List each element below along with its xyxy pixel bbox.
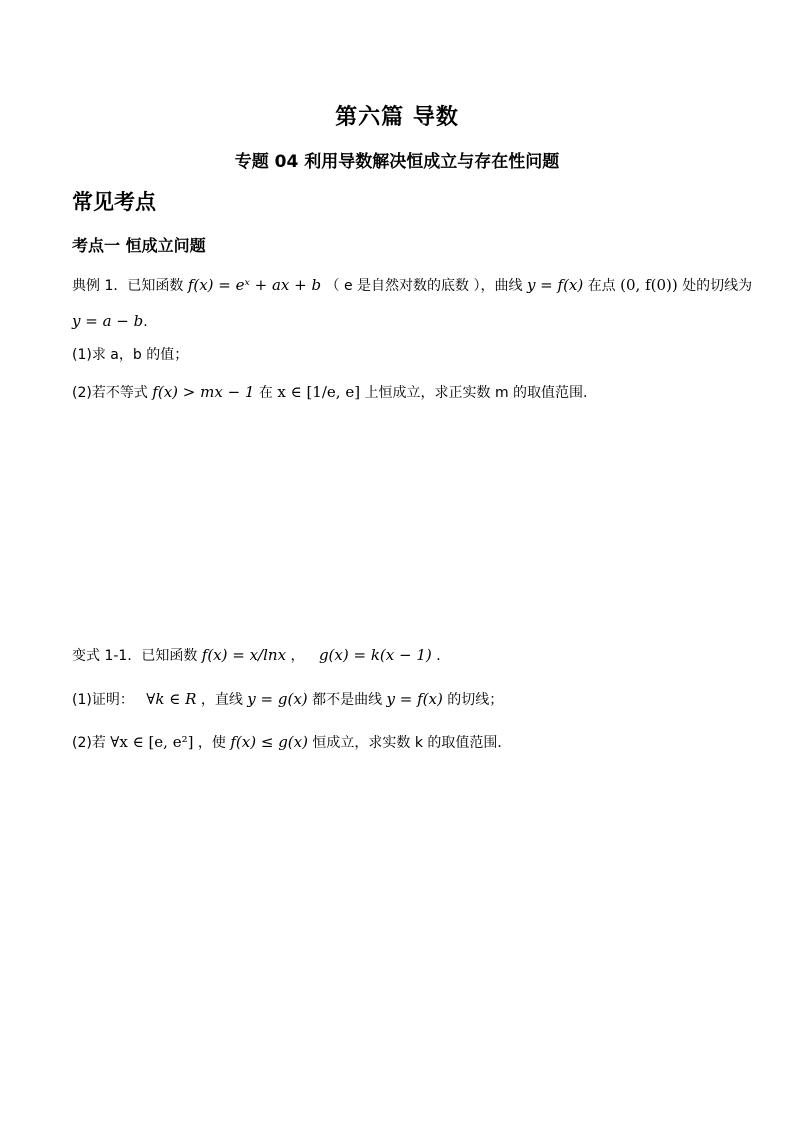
example1-tangent-text: 处的切线为	[682, 278, 753, 294]
page-title: 第六篇 导数	[335, 105, 459, 130]
variant1-q2-mid: ，使	[197, 735, 226, 751]
subsection-heading: 考点一 恒成立问题	[72, 236, 206, 255]
example1-q2-inequality: f(x) > mx − 1	[152, 383, 255, 401]
example1-q2-interval: x ∈ [1/e, e]	[277, 383, 361, 401]
section-heading: 常见考点	[72, 190, 156, 214]
variant1-q1-mid2: 都不是曲线	[312, 692, 383, 708]
variant1-f-definition: f(x) = x/lnx	[201, 646, 287, 664]
variant1-g-definition: g(x) = k(x − 1)	[318, 646, 432, 664]
variant1-question2	[72, 731, 511, 754]
example1-q2-prefix: (2)若不等式	[72, 385, 148, 401]
variant1-q2-prefix: (2)若	[72, 735, 106, 751]
variant1-q1-for-all: ∀k ∈ R	[146, 690, 197, 708]
variant1-q1-suffix: 的切线；	[447, 692, 504, 708]
variant1-q1-curve: y = f(x)	[386, 690, 443, 708]
example1-function-definition: f(x) = eˣ + ax + b	[187, 276, 322, 294]
example1-curve: y = f(x)	[526, 276, 584, 294]
example1-label: 典例 1．已知函数	[72, 278, 184, 294]
variant1-q1-prefix: (1)证明：	[72, 692, 134, 708]
example1-q2-suffix: 上恒成立，求正实数 m 的取值范围.	[364, 385, 588, 401]
variant1-q2-suffix: 恒成立，求实数 k 的取值范围．	[312, 735, 512, 751]
variant1-q1-mid: ，直线	[200, 692, 243, 708]
example1-tangent-line: y = a − b	[72, 312, 144, 330]
variant1-q1-line: y = g(x)	[247, 690, 308, 708]
variant1-q2-inequality: f(x) ≤ g(x)	[230, 733, 308, 751]
variant1-label: 变式 1-1．已知函数	[72, 648, 198, 664]
variant1-q2-interval: ∀x ∈ [e, e²]	[110, 733, 194, 751]
example1-line2: y = a − b.	[72, 312, 148, 330]
example1-at-point-text: 在点	[587, 278, 616, 294]
example1-question1: (1)求 a，b 的值；	[72, 347, 189, 363]
variant1-question1	[72, 688, 503, 711]
example1-point: (0, f(0))	[620, 276, 678, 294]
variant1-separator: ，	[290, 648, 305, 664]
example1-paren-note: （ e 是自然对数的底数 ），曲线	[325, 278, 523, 294]
example1-q2-mid: 在	[258, 385, 273, 401]
variant1-end: ．	[436, 648, 451, 664]
example1-line1	[72, 274, 752, 297]
variant1-line1	[72, 644, 450, 667]
page-subtitle: 专题 04 利用导数解决恒成立与存在性问题	[234, 152, 560, 172]
example1-question2	[72, 381, 588, 404]
